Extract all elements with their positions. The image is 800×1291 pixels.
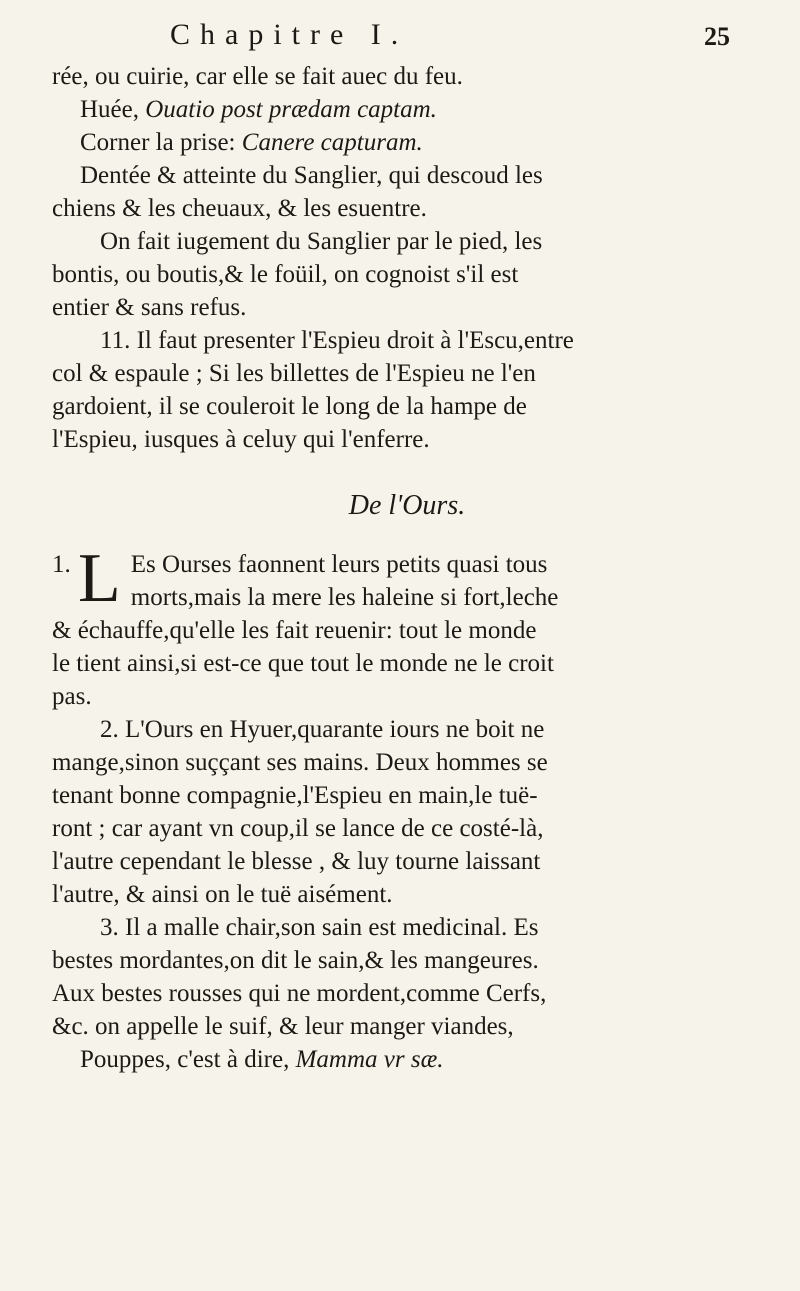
paragraph-number: 1. xyxy=(52,551,71,578)
text-line: Dentée & atteinte du Sanglier, qui descoud les xyxy=(80,162,543,189)
text-line: &c. on appelle le suif, & leur manger viandes, xyxy=(52,1013,514,1040)
latin-phrase: Canere capturam. xyxy=(241,129,423,156)
text-line: On fait iugement du Sanglier par le pied, les xyxy=(100,228,543,255)
drop-cap: L xyxy=(78,540,121,617)
text-line: bontis, ou boutis,& le foüil, on cognoist s'il est xyxy=(52,261,519,288)
text-line: l'Espieu, iusques à celuy qui l'enferre. xyxy=(52,426,430,453)
text-line: rée, ou cuirie, car elle se fait auec du feu. xyxy=(52,63,463,90)
text-line: morts,mais la mere les haleine si fort,leche xyxy=(130,584,559,611)
text-line: Es Ourses faonnent leurs petits quasi tous xyxy=(130,551,548,578)
bear-first-lines xyxy=(52,540,762,617)
paragraph-bear xyxy=(52,540,762,1076)
text-line xyxy=(52,1043,762,1076)
text-line: tenant bonne compagnie,l'Espieu en main,le tuë- xyxy=(52,782,538,809)
text-line: le tient ainsi,si est-ce que tout le monde ne le croit xyxy=(52,650,554,677)
text-line: bestes mordantes,on dit le sain,& les mangeures. xyxy=(52,947,539,974)
text-line: Aux bestes rousses qui ne mordent,comme Cerfs, xyxy=(52,980,547,1007)
text-line: entier & sans refus. xyxy=(52,294,247,321)
page-header xyxy=(170,18,730,58)
page-number: 25 xyxy=(704,22,730,51)
text-line: l'autre cependant le blesse , & luy tourne laissant xyxy=(52,848,541,875)
latin-phrase: Ouatio post prædam captam. xyxy=(145,96,437,123)
line-text: Pouppes, c'est à dire, xyxy=(80,1046,296,1073)
page-text xyxy=(52,60,762,1076)
text-line: 11. Il faut presenter l'Espieu droit à l'Escu,entre xyxy=(100,327,574,354)
text-line xyxy=(52,126,762,159)
text-line: 3. Il a malle chair,son sain est medicinal. Es xyxy=(100,914,539,941)
text-line: pas. xyxy=(52,683,92,710)
latin-phrase: Mamma vr sæ. xyxy=(295,1046,444,1073)
text-line: chiens & les cheuaux, & les esuentre. xyxy=(52,195,427,222)
line-text: Huée, xyxy=(80,96,146,123)
text-line: gardoient, il se couleroit le long de la hampe de xyxy=(52,393,527,420)
line-text: Corner la prise: xyxy=(80,129,242,156)
text-line: & échauffe,qu'elle les fait reuenir: tout le monde xyxy=(52,617,537,644)
text-line: mange,sinon suççant ses mains. Deux hommes se xyxy=(52,749,548,776)
text-line: ront ; car ayant vn coup,il se lance de ce costé-là, xyxy=(52,815,544,842)
running-head: Chapitre I. xyxy=(170,18,409,51)
section-title: De l'Ours. xyxy=(348,490,466,521)
text-line xyxy=(52,93,762,126)
text-line: col & espaule ; Si les billettes de l'Espieu ne l'en xyxy=(52,360,536,387)
paragraph-boar xyxy=(52,60,762,456)
text-line: 2. L'Ours en Hyuer,quarante iours ne boit ne xyxy=(100,716,545,743)
text-line: l'autre, & ainsi on le tuë aisément. xyxy=(52,881,393,908)
